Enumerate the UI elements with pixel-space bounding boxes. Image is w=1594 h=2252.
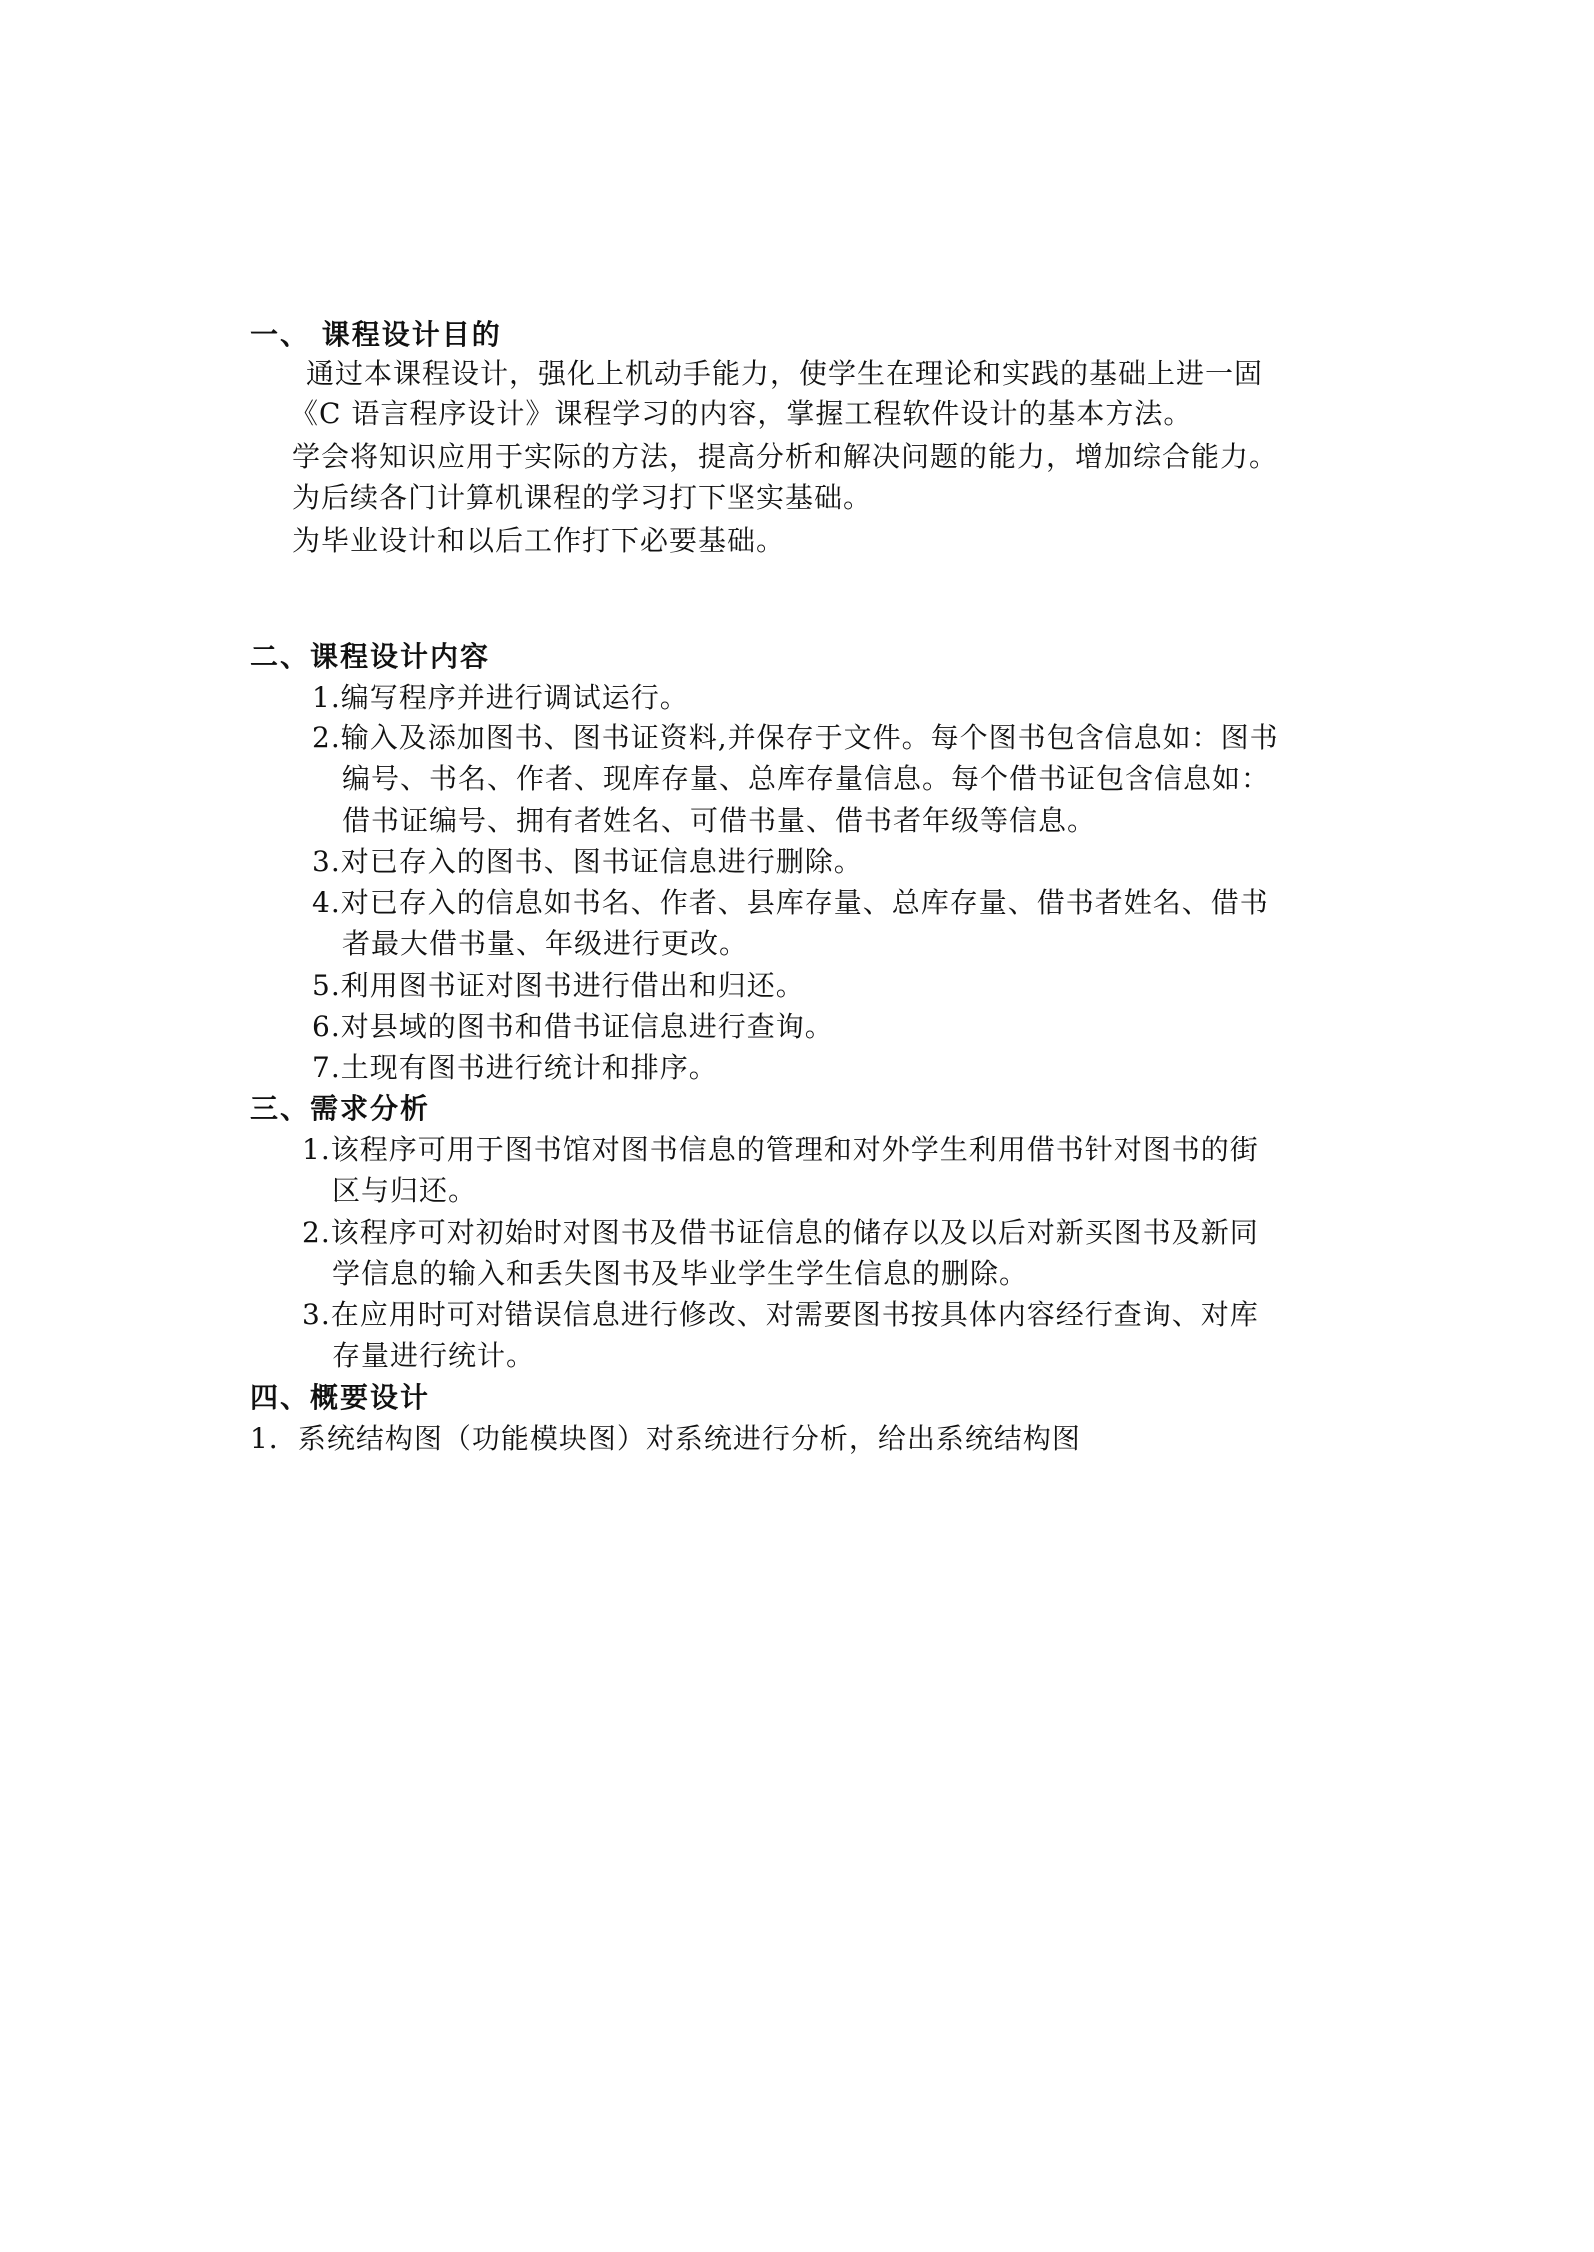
section-1-line-5: 为毕业设计和以后工作打下必要基础。 [292,524,786,557]
section-2-line-4: 借书证编号、拥有者姓名、可借书量、借书者年级等信息。 [342,804,1097,837]
section-3-line-5: 3.在应用时可对错误信息进行修改、对需要图书按具体内容经行查询、对库 [302,1298,1259,1331]
section-4-line-1: 1．系统结构图（功能模块图）对系统进行分析，给出系统结构图 [250,1422,1081,1455]
section-1-line-1: 通过本课程设计，强化上机动手能力，使学生在理论和实践的基础上进一固 [306,357,1264,390]
section-1-line-4: 为后续各门计算机课程的学习打下坚实基础。 [292,481,873,514]
section-2-line-1: 1.编写程序并进行调试运行。 [312,681,689,714]
section-3-line-4: 学信息的输入和丢失图书及毕业学生学生信息的删除。 [332,1257,1029,1290]
section-2-heading: 二、课程设计内容 [250,640,491,673]
section-1-line-3: 学会将知识应用于实际的方法，提高分析和解决问题的能力，增加综合能力。 [292,440,1279,473]
section-2-line-2: 2.输入及添加图书、图书证资料,并保存于文件。每个图书包含信息如：图书 [312,721,1279,754]
section-2-line-8: 5.利用图书证对图书进行借出和归还。 [312,969,805,1002]
section-2-line-3: 编号、书名、作者、现库存量、总库存量信息。每个借书证包含信息如： [342,762,1271,795]
section-2-line-9: 6.对县域的图书和借书证信息进行查询。 [312,1010,834,1043]
section-3-line-6: 存量进行统计。 [332,1339,536,1372]
section-3-line-3: 2.该程序可对初始时对图书及借书证信息的储存以及以后对新买图书及新同 [302,1216,1259,1249]
section-3-line-1: 1.该程序可用于图书馆对图书信息的管理和对外学生利用借书针对图书的街 [302,1133,1259,1166]
section-4-heading: 四、概要设计 [250,1381,431,1414]
section-1-heading: 一、 课程设计目的 [250,318,502,351]
section-2-line-5: 3.对已存入的图书、图书证信息进行删除。 [312,845,863,878]
section-1-line-2: 《C 语言程序设计》课程学习的内容，掌握工程软件设计的基本方法。 [290,397,1193,430]
section-3-heading: 三、需求分析 [250,1092,431,1125]
section-2-line-6: 4.对已存入的信息如书名、作者、县库存量、总库存量、借书者姓名、借书 [312,886,1269,919]
section-2-line-10: 7.土现有图书进行统计和排序。 [312,1051,718,1084]
section-2-line-7: 者最大借书量、年级进行更改。 [342,927,749,960]
section-3-line-2: 区与归还。 [332,1174,478,1207]
